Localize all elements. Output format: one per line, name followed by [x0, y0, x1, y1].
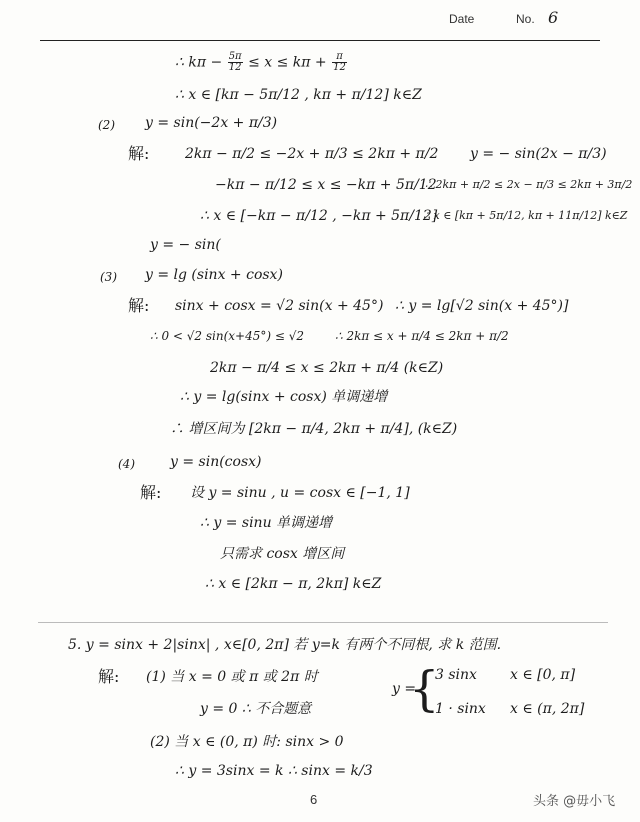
- page-number-handwritten: 6: [548, 8, 559, 27]
- line-18: ∴ x ∈ [2kπ − π, 2kπ] k∈Z: [205, 576, 382, 592]
- line-5-right: ∴ 2kπ + π/2 ≤ 2x − π/3 ≤ 2kπ + 3π/2: [425, 178, 633, 191]
- problem-number-2: (2): [98, 118, 115, 132]
- piecewise-case-2: 1 · sinx: [435, 701, 486, 717]
- line-17: 只需求 cosx 增区间: [220, 546, 345, 562]
- line-5: −kπ − π/12 ≤ x ≤ −kπ + 5π/12: [215, 177, 437, 193]
- line-3: y = sin(−2x + π/3): [145, 115, 278, 131]
- date-label: Date: [449, 12, 475, 26]
- line-7: y = − sin(: [150, 237, 221, 253]
- piecewise-case-2-domain: x ∈ (π, 2π]: [510, 701, 585, 717]
- fraction-pi-12: $\frac{\pi}{12}$: [333, 51, 346, 73]
- line-13: ∴ 增区间为 [2kπ − π/4, 2kπ + π/4], (k∈Z): [170, 421, 458, 437]
- solution-label-2: 解:: [128, 144, 150, 163]
- solution-label-5: 解:: [98, 667, 120, 686]
- problem-number-3: (3): [100, 270, 117, 284]
- line-20: (1) 当 x = 0 或 π 或 2π 时: [146, 669, 318, 685]
- line-16: ∴ y = sinu 单调递增: [200, 515, 333, 531]
- footer-page-number: 6: [310, 792, 318, 807]
- line-6-right: ∴ x ∈ [kπ + 5π/12, kπ + 11π/12] k∈Z: [423, 209, 628, 222]
- piecewise-y: y =: [392, 681, 417, 697]
- line-9-right: ∴ y = lg[√2 sin(x + 45°)]: [395, 298, 569, 314]
- piecewise-case-1: 3 sinx: [435, 667, 477, 683]
- line-8: y = lg (sinx + cosx): [145, 267, 283, 283]
- section-divider: [38, 622, 608, 623]
- line-9: sinx + cosx = √2 sin(x + 45°): [175, 298, 384, 314]
- line-10-right: ∴ 2kπ ≤ x + π/4 ≤ 2kπ + π/2: [335, 329, 509, 343]
- page-header: [0, 8, 640, 34]
- line-15: 设 y = sinu , u = cosx ∈ [−1, 1]: [190, 485, 410, 501]
- problem-number-4: (4): [118, 457, 135, 471]
- line-10: ∴ 0 < √2 sin(x+45°) ≤ √2: [150, 329, 305, 343]
- line-4-right: y = − sin(2x − π/3): [470, 146, 607, 162]
- number-label: No.: [516, 12, 535, 26]
- line-1: ∴ kπ − $\frac{5\pi}{12}$ ≤ x ≤ kπ + $\frac{\pi}{12}$: [175, 51, 346, 73]
- line-14: y = sin(cosx): [170, 454, 262, 470]
- line-23: ∴ y = 3sinx = k ∴ sinx = k/3: [175, 763, 373, 779]
- line-21: y = 0 ∴ 不合题意: [200, 701, 312, 717]
- line-12: ∴ y = lg(sinx + cosx) 单调递增: [180, 389, 388, 405]
- watermark-text: 头条 @毋小飞: [533, 794, 616, 809]
- solution-label-3: 解:: [128, 296, 150, 315]
- line-4: 2kπ − π/2 ≤ −2x + π/3 ≤ 2kπ + π/2: [185, 146, 439, 162]
- line-22: (2) 当 x ∈ (0, π) 时: sinx > 0: [150, 734, 344, 750]
- piecewise-case-1-domain: x ∈ [0, π]: [510, 667, 576, 683]
- problem-5: 5. y = sinx + 2|sinx| , x∈[0, 2π] 若 y=k 有两个不同根, 求 k 范围.: [68, 637, 502, 653]
- piecewise-brace: {: [409, 661, 440, 717]
- line-6: ∴ x ∈ [−kπ − π/12 , −kπ + 5π/12]: [200, 208, 438, 224]
- line-2: ∴ x ∈ [kπ − 5π/12 , kπ + π/12] k∈Z: [175, 87, 422, 103]
- line-11: 2kπ − π/4 ≤ x ≤ 2kπ + π/4 (k∈Z): [210, 360, 444, 376]
- fraction-5pi-12: $\frac{5\pi}{12}$: [228, 51, 242, 73]
- header-rule: [40, 40, 600, 41]
- solution-label-4: 解:: [140, 483, 162, 502]
